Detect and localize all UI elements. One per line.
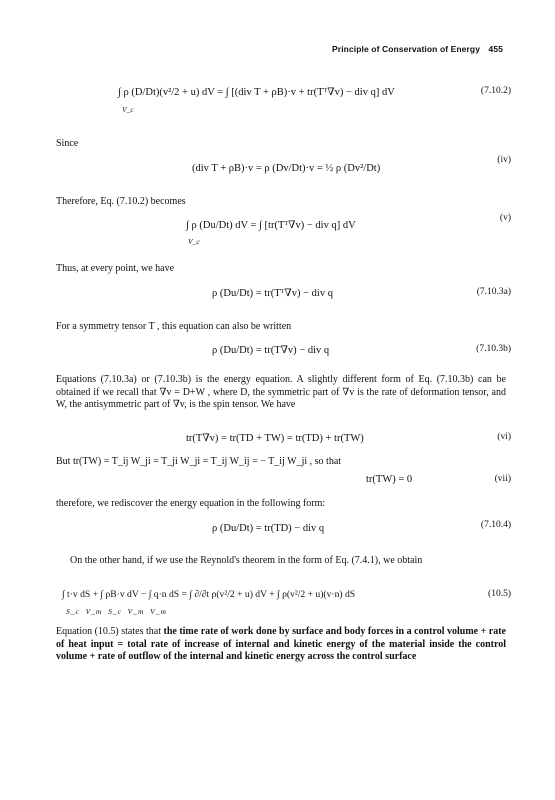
equation-text: ∫ ρ (D/Dt)(v²/2 + u) dV = ∫ [(div T + ρB)·v + tr(Tᵀ∇v) − div q] dV [118, 87, 395, 98]
equation-number: (7.10.3b) [476, 344, 511, 354]
equation-number: (7.10.3a) [476, 287, 511, 297]
equation-v [0, 213, 555, 246]
equation-limits: S_c V_m S_c V_m V_m [66, 607, 167, 616]
running-head [332, 44, 503, 54]
text-since: Since [56, 138, 79, 149]
equation-text: ρ (Du/Dt) = tr(TD) − div q [212, 523, 325, 534]
equation-iv [0, 155, 555, 174]
equation-7-10-3a [0, 287, 555, 299]
equation-7-10-2 [0, 86, 555, 114]
text-symmetry: For a symmetry tensor T , this equation can also be written [56, 321, 292, 332]
equation-number: (vii) [494, 474, 511, 484]
text-thus: Thus, at every point, we have [56, 263, 175, 274]
page-number: 455 [488, 44, 503, 54]
equation-text: ρ (Du/Dt) = tr(T∇v) − div q [212, 345, 330, 356]
equation-limits: V_c [188, 237, 200, 246]
equation-limits: V_c [122, 105, 134, 114]
equation-7-10-4 [0, 520, 555, 534]
text-reynold: On the other hand, if we use the Reynold's theorem in the form of Eq. (7.4.1), we obtain [70, 555, 423, 566]
equation-text: ∫ ρ (Du/Dt) dV = ∫ [tr(Tᵀ∇v) − div q] dV [186, 220, 356, 231]
text-therefore: Therefore, Eq. (7.10.2) becomes [56, 196, 186, 207]
equation-number: (10.5) [488, 589, 511, 599]
equation-number: (v) [499, 213, 511, 223]
equation-7-10-3b [0, 344, 555, 356]
equation-text: tr(T∇v) = tr(TD + TW) = tr(TD) + tr(TW) [186, 433, 364, 444]
conclusion-statement: the time rate of work done by surface and body forces in a control volume + rate of heat input = total rate of increase of internal and kinetic energy of the material inside the control volume + rate of outflow of the internal and kinetic energy across the control surface [56, 626, 506, 663]
running-head-title: Principle of Conservation of Energy [332, 44, 481, 54]
paragraph-energy-equation: Equations (7.10.3a) or (7.10.3b) is the energy equation. A slightly different form of Eq. (7.10.3b) can be obtained if we recall that ∇v = D+W , where D, the symmetric part of ∇v is the rate of deformation tensor, and W, the antisymmetric part of ∇v, is the spin tensor. We have [56, 374, 506, 411]
equation-text: ρ (Du/Dt) = tr(Tᵀ∇v) − div q [212, 288, 333, 299]
equation-number: (iv) [497, 155, 511, 165]
equation-number: (7.10.4) [480, 520, 511, 530]
equation-10-5 [0, 589, 555, 616]
equation-number: (vi) [497, 432, 511, 442]
equation-vi [0, 432, 555, 444]
equation-text: tr(TW) = 0 [366, 474, 413, 485]
equation-number: (7.10.2) [480, 86, 511, 96]
text-rediscover: therefore, we rediscover the energy equation in the following form: [56, 498, 326, 509]
paragraph-conclusion [56, 626, 506, 664]
equation-text: (div T + ρB)·v = ρ (Dv/Dt)·v = ½ ρ (Dv²/Dt) [192, 163, 381, 174]
conclusion-intro: Equation (10.5) states that [56, 626, 164, 637]
text-but-line: But tr(TW) = T_ij W_ji = T_ji W_ji = T_ij W_ij = − T_ij W_ji , so that [56, 456, 342, 467]
equation-text: ∫ t·v dS + ∫ ρB·v dV − ∫ q·n dS = ∫ ∂/∂t ρ(v²/2 + u) dV + ∫ ρ(v²/2 + u)(v·n) dS [62, 589, 356, 600]
equation-vii [0, 474, 555, 485]
